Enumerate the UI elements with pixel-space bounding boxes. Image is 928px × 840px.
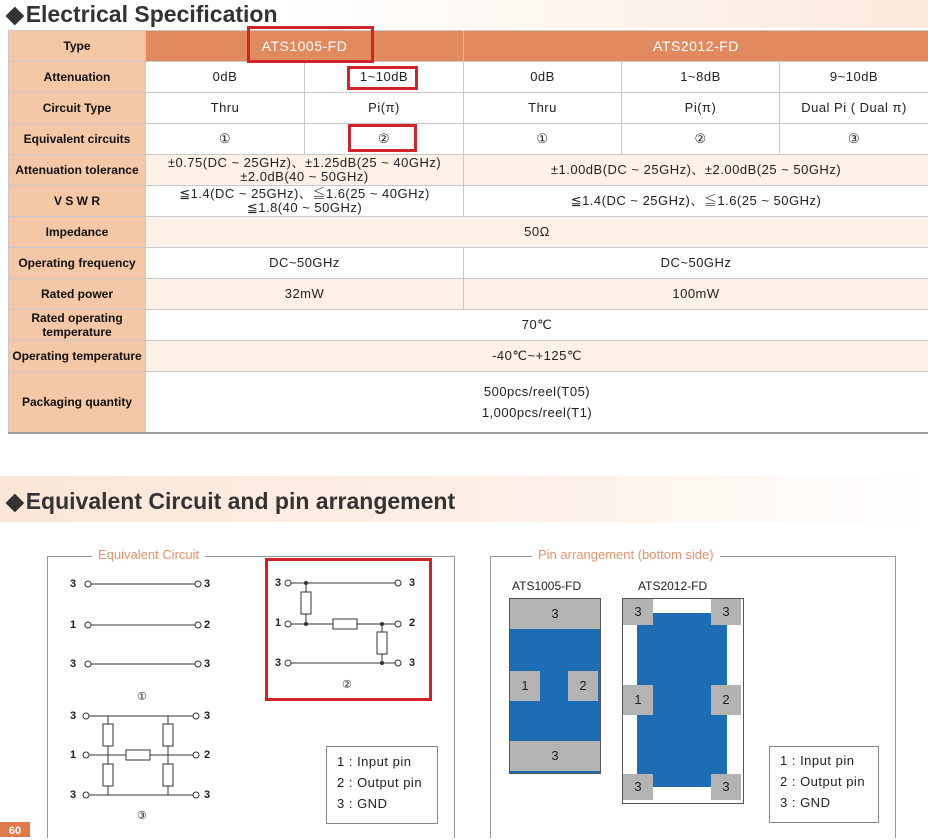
- table-row: Operating temperature -40℃~+125℃: [9, 341, 928, 372]
- equivalent-circuit-legend: Equivalent Circuit: [92, 547, 205, 562]
- circuit-3-pin-label: 3: [70, 789, 76, 801]
- type-label: Type: [9, 31, 146, 62]
- circuit-3-pin-label: 3: [204, 789, 210, 801]
- spec-table: [8, 30, 928, 434]
- circuit-2-pin-label: 1: [275, 617, 281, 629]
- circuit-2-diagram: [270, 570, 430, 680]
- pin-key-legend: 1 : Input pin 2 : Output pin 3 : GND: [769, 746, 879, 823]
- chip2-pad: 3: [711, 774, 741, 800]
- circuit-1-pin-label: 3: [70, 658, 76, 670]
- circuit-2-pin-label: 3: [409, 577, 415, 589]
- circuit-1-caption: ①: [137, 690, 147, 703]
- table-row: Rated power 32mW 100mW: [9, 279, 928, 310]
- chip2-pad: 1: [623, 685, 653, 715]
- circuit-2-pin-label: 3: [275, 657, 281, 669]
- pin-arrangement-legend: Pin arrangement (bottom side): [532, 547, 720, 562]
- circuit-1-pin-label: 3: [204, 578, 210, 590]
- circuit-3-pin-label: 2: [204, 749, 210, 761]
- table-row: Packaging quantity 500pcs/reel(T05) 1,000pcs/reel(T1): [9, 372, 928, 433]
- chip1-pad: 3: [510, 741, 600, 771]
- page-number: 60: [0, 822, 30, 837]
- product-ats1005: ATS1005-FD: [146, 31, 464, 62]
- chip1-label: ATS1005-FD: [512, 579, 581, 593]
- circuit-2-pin-label: 3: [275, 577, 281, 589]
- table-row: Attenuation 0dB 1~10dB 0dB 1~8dB 9~10dB: [9, 62, 928, 93]
- circuit-2-caption: ②: [342, 678, 352, 691]
- circuit-3-pin-label: 1: [70, 749, 76, 761]
- chip2-pad: 3: [623, 774, 653, 800]
- table-row: Attenuation tolerance ±0.75(DC ~ 25GHz)、±1.25dB(25 ~ 40GHz) ±2.0dB(40 ~ 50GHz) ±1.00dB(DC ~ 25GHz)、±2.00dB(25 ~ 50GHz): [9, 155, 928, 186]
- section-title-electrical: ◆Electrical Specification: [6, 1, 278, 28]
- diamond-bullet-icon: ◆: [6, 1, 24, 27]
- diamond-bullet-icon: ◆: [6, 488, 24, 514]
- table-row: V S W R ≦1.4(DC ~ 25GHz)、≦1.6(25 ~ 40GHz) ≦1.8(40 ~ 50GHz) ≦1.4(DC ~ 25GHz)、≦1.6(25 ~ 50GHz): [9, 186, 928, 217]
- circuit-1-pin-label: 2: [204, 619, 210, 631]
- circuit-1-pin-label: 3: [70, 578, 76, 590]
- chip2-pad: 3: [623, 599, 653, 625]
- circuit-3-caption: ③: [137, 809, 147, 822]
- section-title-equivalent-circuit: ◆Equivalent Circuit and pin arrangement: [6, 488, 455, 515]
- table-row: Rated operating temperature 70℃: [9, 310, 928, 341]
- chip2-pad: 2: [711, 685, 741, 715]
- circuit-3-pin-label: 3: [204, 710, 210, 722]
- table-row: Circuit Type Thru Pi(π) Thru Pi(π) Dual Pi ( Dual π): [9, 93, 928, 124]
- chip2-label: ATS2012-FD: [638, 579, 707, 593]
- table-row: Equivalent circuits ① ② ① ② ③: [9, 124, 928, 155]
- chip1-pad: 1: [510, 671, 540, 701]
- chip1-pad: 2: [568, 671, 598, 701]
- circuit-2-pin-label: 3: [409, 657, 415, 669]
- circuit-3-pin-label: 3: [70, 710, 76, 722]
- table-row: Impedance 50Ω: [9, 217, 928, 248]
- table-row: Operating frequency DC~50GHz DC~50GHz: [9, 248, 928, 279]
- pin-key-legend: 1 : Input pin 2 : Output pin 3 : GND: [326, 746, 438, 824]
- chip1-pad: 3: [510, 599, 600, 629]
- circuit-3-diagram: [68, 705, 218, 805]
- circuit-2-pin-label: 2: [409, 617, 415, 629]
- circuit-1-pin-label: 1: [70, 619, 76, 631]
- circuit-1-pin-label: 3: [204, 658, 210, 670]
- chip2-pad: 3: [711, 599, 741, 625]
- product-ats2012: ATS2012-FD: [464, 31, 928, 62]
